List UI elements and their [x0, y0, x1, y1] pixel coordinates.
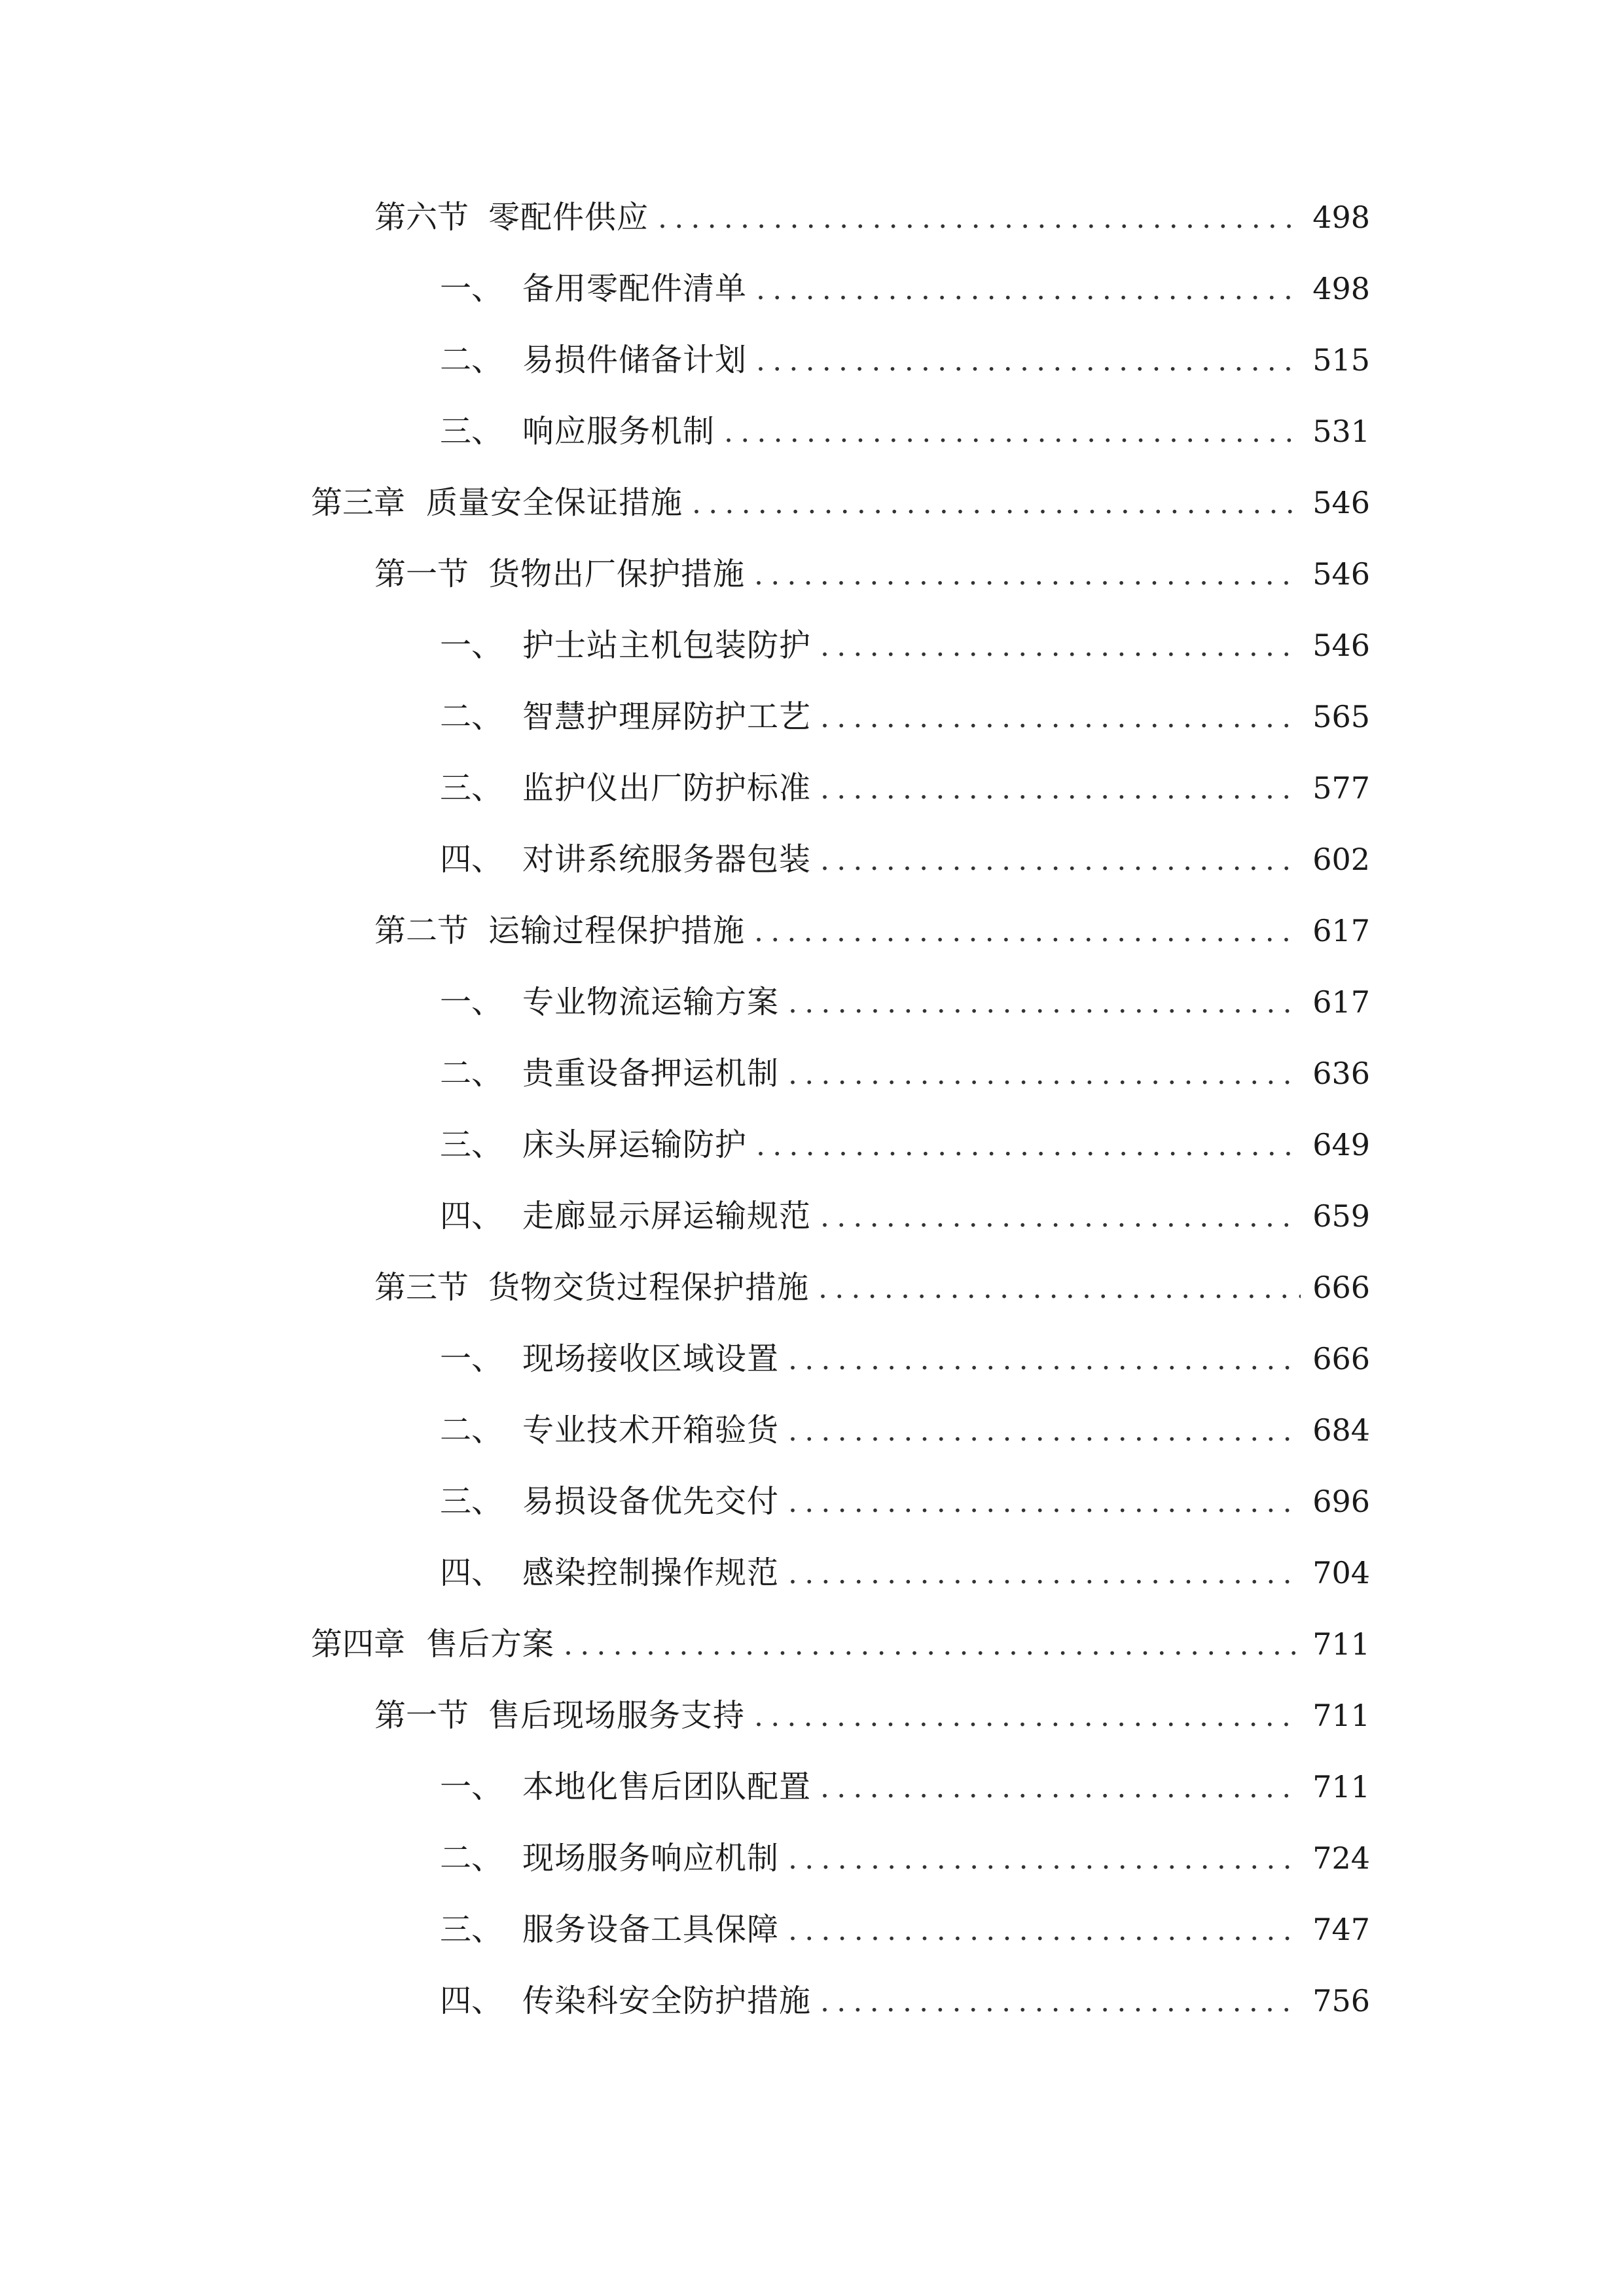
toc-entry-number: 四、: [440, 1198, 503, 1234]
toc-dot-leader: [692, 481, 1301, 527]
toc-entry-page: 756: [1312, 1983, 1370, 2018]
toc-entry-page: 649: [1312, 1127, 1370, 1162]
toc-entry[interactable]: [311, 480, 1370, 526]
toc-entry-number: 二、: [440, 1840, 503, 1876]
toc-entry[interactable]: [440, 1550, 1370, 1596]
toc-dot-leader: [788, 1551, 1301, 1597]
toc-dot-leader: [788, 1408, 1301, 1454]
toc-entry[interactable]: [440, 1479, 1370, 1524]
toc-entry-page: 704: [1312, 1555, 1370, 1590]
toc-entry-number: 第三节: [374, 1269, 469, 1306]
toc-dot-leader: [820, 695, 1301, 741]
toc-entry[interactable]: [440, 765, 1370, 811]
toc-entry-number: 二、: [440, 1412, 503, 1448]
toc-entry[interactable]: [440, 408, 1370, 454]
toc-dot-leader: [820, 838, 1301, 884]
toc-entry-number: 三、: [440, 770, 503, 806]
toc-entry-number: 一、: [440, 1768, 503, 1805]
toc-entry-page: 684: [1312, 1412, 1370, 1448]
toc-entry-number: 一、: [440, 984, 503, 1020]
toc-entry-number: 三、: [440, 1911, 503, 1948]
toc-entry-title: 监护仪出厂防护标准: [522, 770, 812, 806]
toc-entry-page: 724: [1312, 1840, 1370, 1876]
toc-entry-title: 贵重设备押运机制: [522, 1055, 780, 1092]
toc-entry-title: 服务设备工具保障: [522, 1911, 780, 1948]
toc-entry-title: 专业技术开箱验货: [522, 1412, 780, 1448]
toc-entry-title: 感染控制操作规范: [522, 1554, 780, 1591]
toc-entry-title: 质量安全保证措施: [426, 484, 683, 521]
toc-entry-number: 第一节: [374, 556, 469, 592]
toc-entry-page: 546: [1312, 628, 1370, 663]
toc-entry-page: 546: [1312, 556, 1370, 592]
toc-entry[interactable]: [440, 1336, 1370, 1382]
toc-entry-title: 传染科安全防护措施: [522, 1982, 812, 2019]
toc-entry-page: 617: [1312, 913, 1370, 948]
toc-entry[interactable]: [311, 1621, 1370, 1667]
toc-entry-title: 货物出厂保护措施: [488, 556, 746, 592]
toc-entry[interactable]: [440, 337, 1370, 383]
toc-entry-page: 659: [1312, 1198, 1370, 1234]
toc-entry[interactable]: [374, 1265, 1370, 1310]
toc-entry[interactable]: [440, 979, 1370, 1025]
toc-entry-number: 第四章: [311, 1626, 406, 1662]
toc-entry-page: 577: [1312, 770, 1370, 806]
toc-entry-page: 498: [1312, 271, 1370, 306]
toc-dot-leader: [754, 552, 1301, 598]
toc-entry-page: 747: [1312, 1912, 1370, 1947]
toc-dot-leader: [788, 1480, 1301, 1526]
toc-entry[interactable]: [440, 1978, 1370, 2024]
toc-entry-number: 一、: [440, 270, 503, 307]
toc-entry-page: 711: [1312, 1769, 1370, 1804]
toc-entry-title: 零配件供应: [488, 199, 649, 236]
toc-dot-leader: [658, 196, 1301, 242]
toc-dot-leader: [820, 766, 1301, 812]
toc-entry-title: 护士站主机包装防护: [522, 627, 812, 664]
toc-entry-title: 售后方案: [426, 1626, 555, 1662]
toc-entry-title: 响应服务机制: [522, 413, 715, 450]
toc-dot-leader: [818, 1266, 1301, 1312]
toc-entry-number: 一、: [440, 627, 503, 664]
toc-entry-number: 四、: [440, 1982, 503, 2019]
toc-dot-leader: [756, 338, 1301, 384]
toc-entry-page: 666: [1312, 1270, 1370, 1305]
toc-entry-number: 三、: [440, 413, 503, 450]
toc-entry[interactable]: [374, 194, 1370, 240]
toc-dot-leader: [724, 410, 1301, 456]
toc-entry[interactable]: [440, 1122, 1370, 1168]
toc-entry[interactable]: [440, 1407, 1370, 1453]
toc-entry[interactable]: [440, 1764, 1370, 1810]
toc-dot-leader: [788, 1337, 1301, 1383]
toc-entry-page: 498: [1312, 200, 1370, 235]
toc-dot-leader: [820, 1765, 1301, 1811]
toc-entry-page: 617: [1312, 984, 1370, 1020]
toc-entry-number: 第一节: [374, 1697, 469, 1734]
toc-entry[interactable]: [440, 694, 1370, 740]
toc-entry[interactable]: [440, 836, 1370, 882]
toc-entry-page: 515: [1312, 342, 1370, 378]
toc-entry[interactable]: [440, 1050, 1370, 1096]
toc-entry-number: 三、: [440, 1483, 503, 1520]
toc-dot-leader: [788, 1908, 1301, 1954]
toc-entry-page: 711: [1312, 1626, 1370, 1662]
toc-entry-page: 565: [1312, 699, 1370, 734]
toc-entry-title: 现场接收区域设置: [522, 1340, 780, 1377]
toc-entry[interactable]: [374, 908, 1370, 954]
toc-entry-title: 备用零配件清单: [522, 270, 748, 307]
toc-entry[interactable]: [440, 622, 1370, 668]
toc-entry-title: 货物交货过程保护措施: [488, 1269, 810, 1306]
toc-entry-page: 696: [1312, 1484, 1370, 1519]
toc-entry-page: 636: [1312, 1056, 1370, 1091]
toc-entry-title: 专业物流运输方案: [522, 984, 780, 1020]
toc-entry-number: 第二节: [374, 912, 469, 949]
toc-entry[interactable]: [440, 1835, 1370, 1881]
toc-dot-leader: [754, 1694, 1301, 1740]
toc-entry-number: 二、: [440, 342, 503, 378]
toc-entry[interactable]: [374, 551, 1370, 597]
toc-entry-page: 546: [1312, 485, 1370, 520]
toc-dot-leader: [788, 1052, 1301, 1098]
toc-entry-number: 四、: [440, 1554, 503, 1591]
toc-entry-page: 711: [1312, 1698, 1370, 1733]
toc-entry[interactable]: [440, 1907, 1370, 1952]
toc-dot-leader: [756, 1123, 1301, 1169]
toc-entry-number: 三、: [440, 1126, 503, 1163]
toc-entry[interactable]: [440, 266, 1370, 312]
toc-entry-title: 运输过程保护措施: [488, 912, 746, 949]
toc-entry-page: 531: [1312, 414, 1370, 449]
toc-entry[interactable]: [440, 1193, 1370, 1239]
toc-entry-title: 易损件储备计划: [522, 342, 748, 378]
toc-entry-title: 智慧护理屏防护工艺: [522, 698, 812, 735]
toc-dot-leader: [788, 980, 1301, 1026]
toc-entry-title: 售后现场服务支持: [488, 1697, 746, 1734]
toc-entry-number: 一、: [440, 1340, 503, 1377]
toc-entry-number: 二、: [440, 698, 503, 735]
toc-entry-number: 第六节: [374, 199, 469, 236]
toc-entry-number: 四、: [440, 841, 503, 878]
toc-entry-number: 二、: [440, 1055, 503, 1092]
toc-entry-title: 走廊显示屏运输规范: [522, 1198, 812, 1234]
toc-dot-leader: [788, 1837, 1301, 1882]
toc-entry-title: 床头屏运输防护: [522, 1126, 748, 1163]
toc-entry-title: 易损设备优先交付: [522, 1483, 780, 1520]
toc-dot-leader: [754, 909, 1301, 955]
toc-entry-number: 第三章: [311, 484, 406, 521]
toc-dot-leader: [756, 267, 1301, 313]
toc-entry-title: 对讲系统服务器包装: [522, 841, 812, 878]
toc-entry-title: 本地化售后团队配置: [522, 1768, 812, 1805]
toc-dot-leader: [820, 1979, 1301, 2025]
toc-dot-leader: [820, 1194, 1301, 1240]
toc-entry-page: 666: [1312, 1341, 1370, 1376]
toc-entry-page: 602: [1312, 842, 1370, 877]
toc-entry[interactable]: [374, 1693, 1370, 1738]
toc-entry-title: 现场服务响应机制: [522, 1840, 780, 1876]
toc-dot-leader: [820, 624, 1301, 670]
toc-dot-leader: [564, 1623, 1301, 1668]
